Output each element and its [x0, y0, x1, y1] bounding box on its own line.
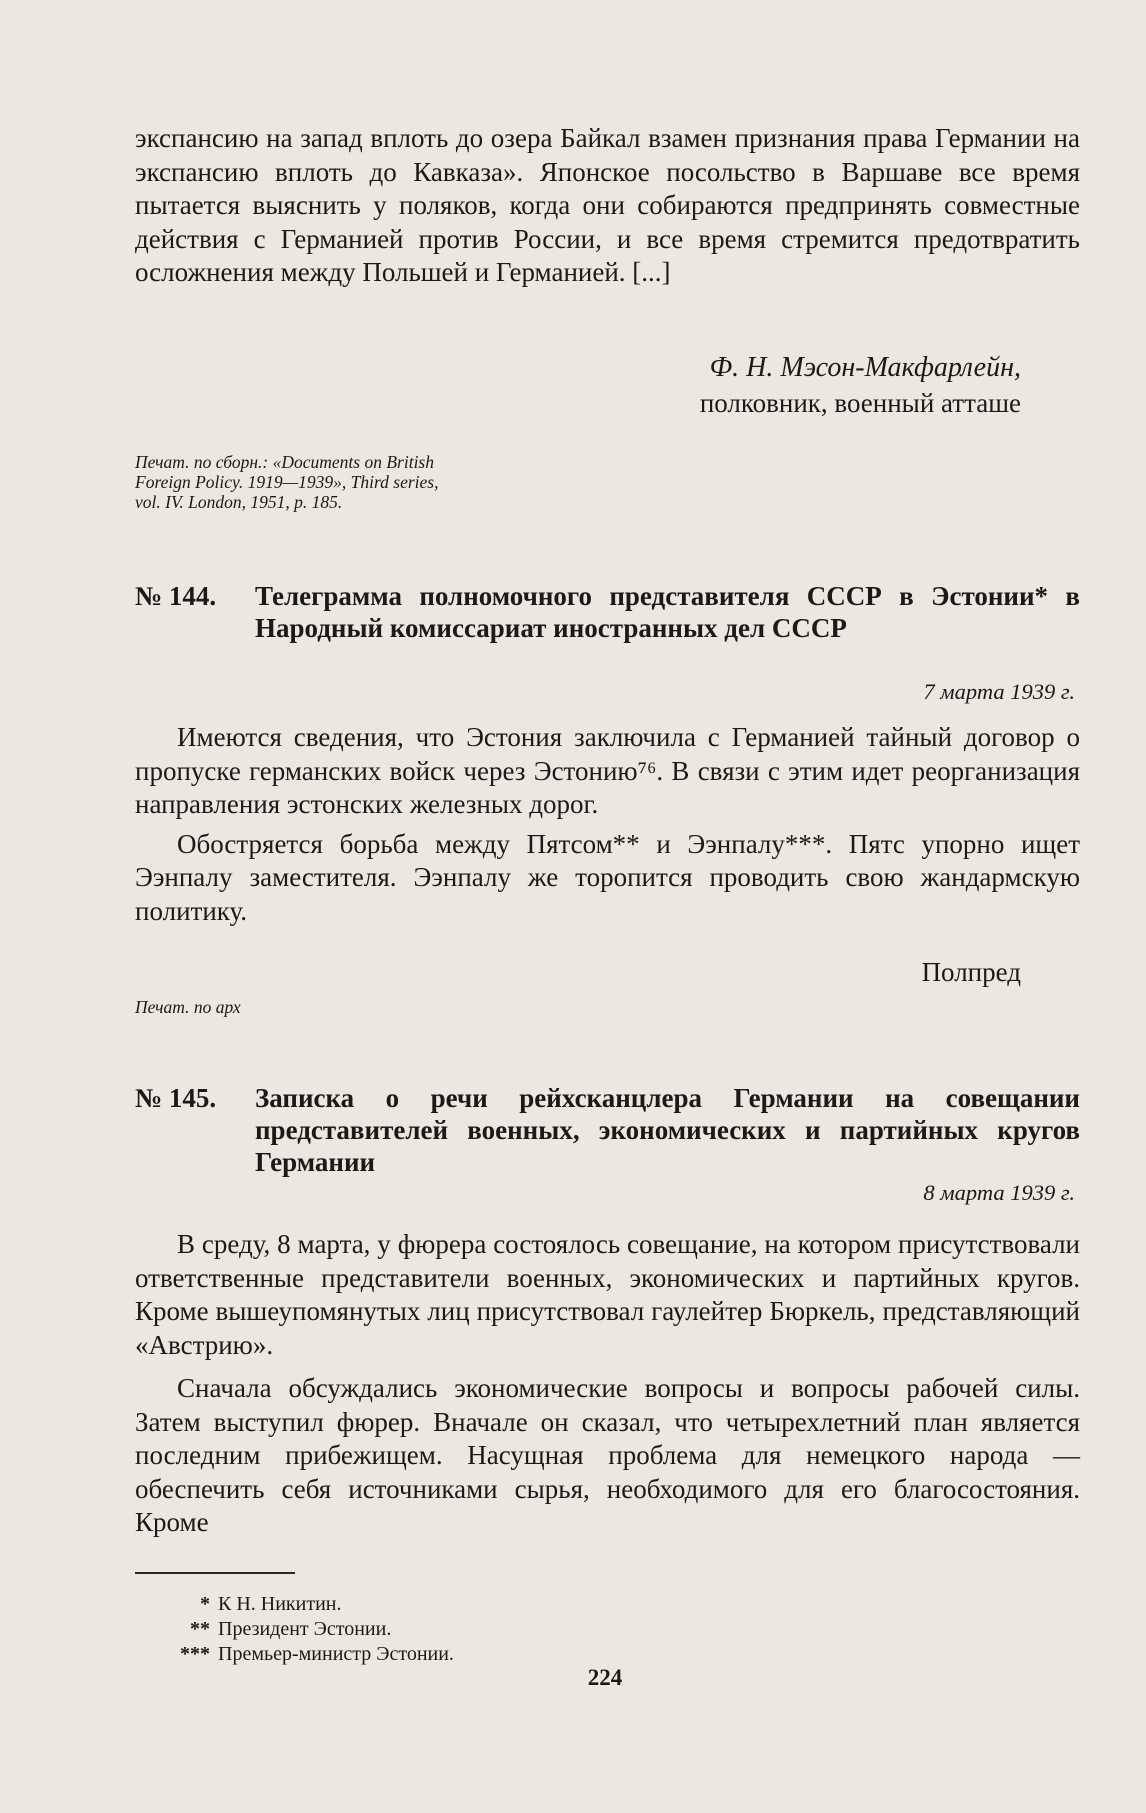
footnote-text: К Н. Никитин.: [218, 1593, 342, 1615]
source-note-line: Foreign Policy. 1919—1939», Third series,: [135, 472, 439, 492]
footnote-text: Президент Эстонии.: [218, 1618, 392, 1640]
doc145-paragraph-2: Сначала обсуждались экономические вопросы и вопросы рабочей силы. Затем выступил фюрер. Вначале он сказал, что четырехлетний план является последним прибежищем. Насущная проблема для немецкого народа — обеспечить себя источниками сырья, необходимого для его благосостояния. Кроме: [135, 1373, 1080, 1537]
doc144-source: Печат. по арх: [135, 997, 241, 1017]
source-note-line: Печат. по сборн.: «Documents on British: [135, 452, 434, 472]
doc145-heading: [135, 1082, 1080, 1178]
footnote-mark: ***: [180, 1643, 210, 1665]
signature-name: Ф. Н. Мэсон-Макфарлейн,: [709, 352, 1021, 383]
doc144-date: 7 марта 1939 г.: [923, 679, 1075, 704]
doc144-heading: [135, 580, 1080, 644]
footnote: [150, 1617, 454, 1642]
source-note-line: vol. IV. London, 1951, p. 185.: [135, 492, 343, 512]
source-note-1: [135, 452, 438, 512]
doc144-title: Телеграмма полномочного представителя СССР в Эстонии* в Народный комиссариат иностранных дел СССР: [255, 581, 1080, 643]
doc144-number: № 144.: [135, 581, 217, 611]
doc144-paragraph-1: Имеются сведения, что Эстония заключила с Германией тайный договор о пропуске германских войск через Эстонию⁷⁶. В связи с этим идет реорганизация направления эстонских железных дорог.: [135, 722, 1080, 819]
doc145-body: [135, 1228, 1080, 1540]
doc144-paragraph-2: Обостряется борьба между Пятсом** и Ээнпалу***. Пятс упорно ищет Ээнпалу заместителя. Ээнпалу же торопится проводить свою жандармскую политику.: [135, 828, 1080, 926]
signature-role: полковник, военный атташе: [699, 388, 1021, 418]
footnote-text: Премьер-министр Эстонии.: [218, 1643, 454, 1665]
footnote-divider: [135, 1572, 295, 1574]
footnote-mark: *: [200, 1593, 210, 1615]
footnote-mark: **: [190, 1618, 210, 1640]
doc144-body: [135, 721, 1080, 928]
doc145-date: 8 марта 1939 г.: [923, 1180, 1075, 1205]
footnote: [150, 1642, 454, 1667]
doc145-number: № 145.: [135, 1083, 217, 1113]
doc145-paragraph-1: В среду, 8 марта, у фюрера состоялось совещание, на котором присутствовали ответственные представители военных, экономических и партийных кругов. Кроме вышеупомянутых лиц присутствовал гаулейтер Бюркель, представляющий «Австрию».: [135, 1229, 1080, 1360]
footnote: [150, 1592, 454, 1617]
doc145-title: Записка о речи рейхсканцлера Германии на совещании представителей военных, экономических и партийных кругов Германии: [255, 1083, 1080, 1177]
continued-paragraph: экспансию на запад вплоть до озера Байкал взамен признания права Германии на экспансию вплоть до Кавказа». Японское посольство в Варшаве все время пытается выяснить у поляков, когда они собираются предпринять совместные действия с Германией против России, и все время стремится предотвратить осложнения между Польшей и Германией. [...]: [135, 123, 1080, 287]
footnotes: [150, 1592, 454, 1667]
doc144-signoff: Полпред: [921, 957, 1021, 987]
continued-text-block: [135, 122, 1080, 290]
page-number: 224: [587, 1665, 623, 1690]
